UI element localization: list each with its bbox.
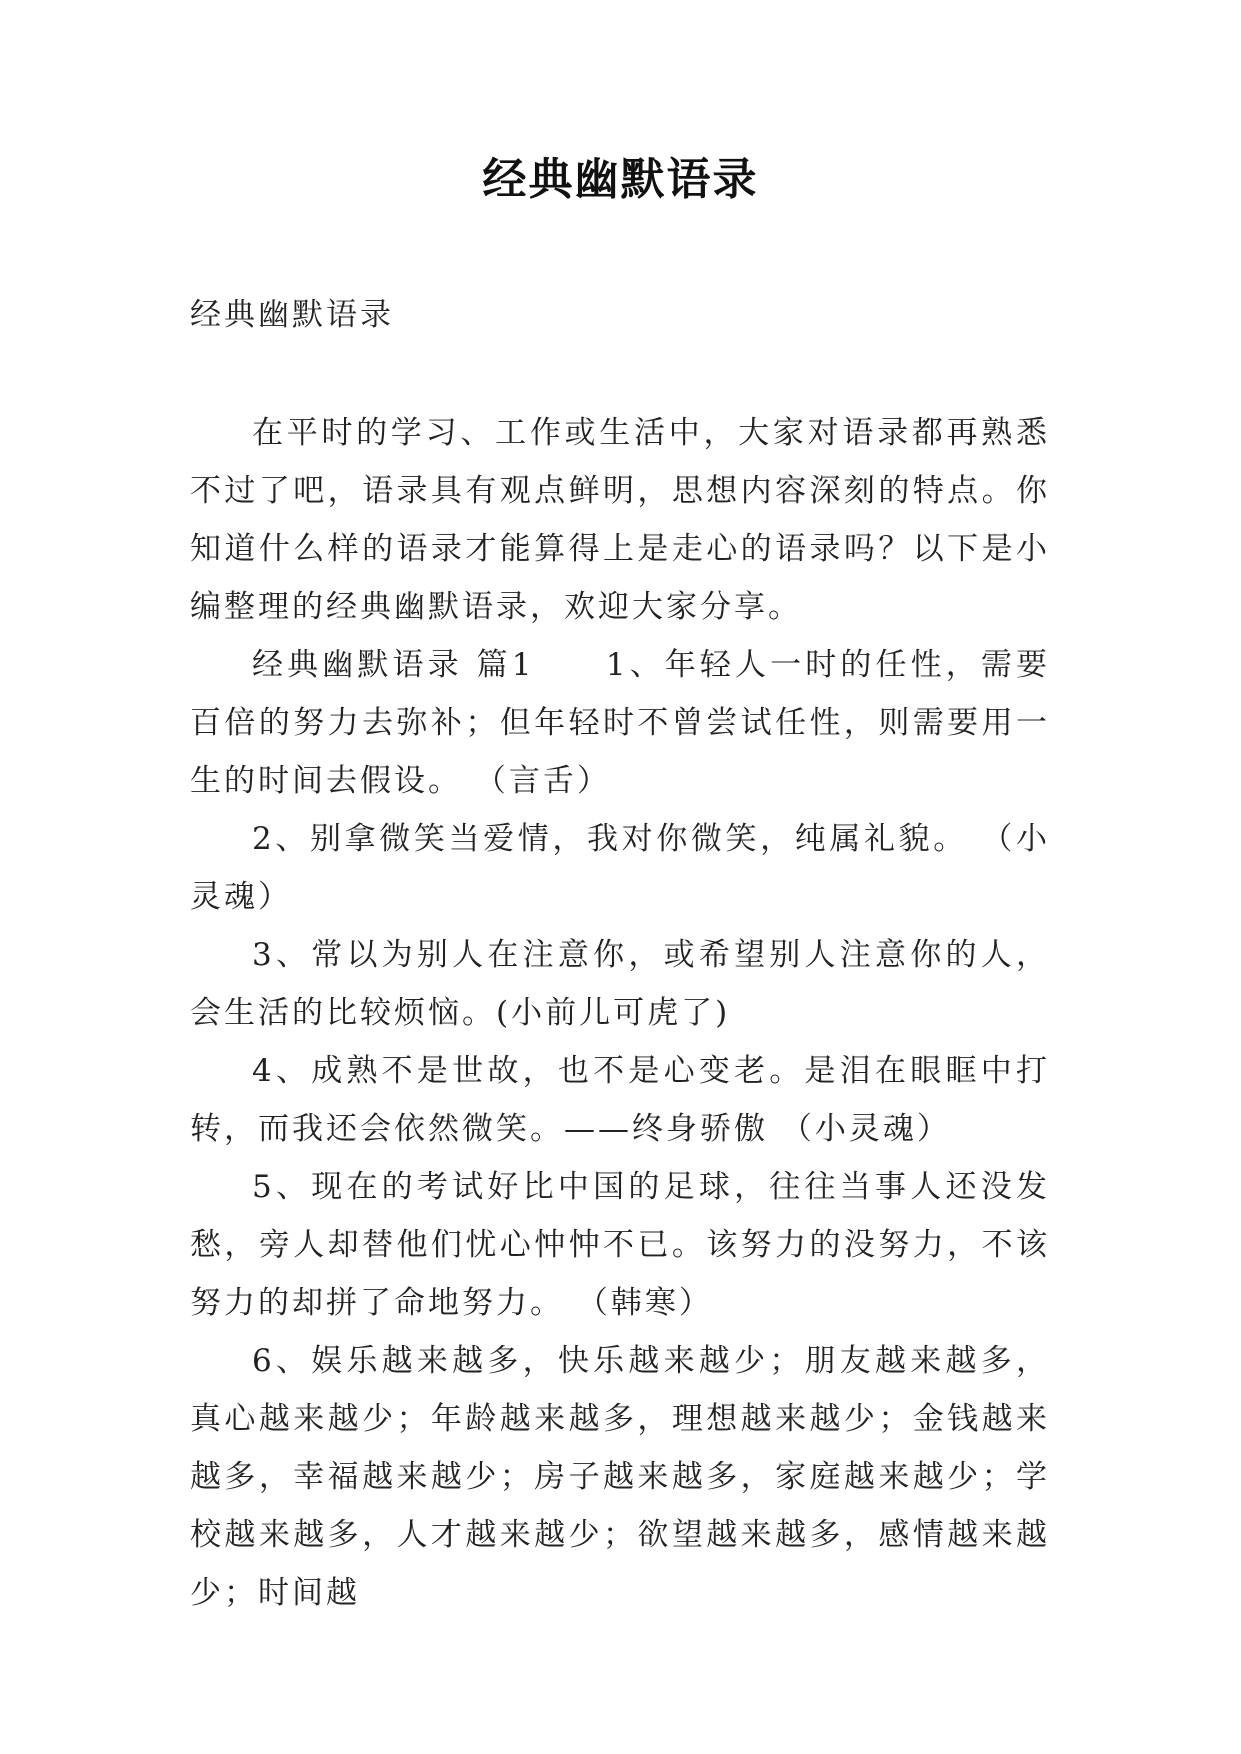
paragraph-quote-4: 4、成熟不是世故，也不是心变老。是泪在眼眶中打转，而我还会依然微笑。——终身骄傲 （小灵魂） xyxy=(190,1053,1050,1147)
document-subtitle: 经典幽默语录 xyxy=(190,297,394,333)
paragraph-quote-3: 3、常以为别人在注意你，或希望别人注意你的人，会生活的比较烦恼。(小前儿可虎了) xyxy=(190,937,1050,1031)
document-body xyxy=(190,286,1050,1622)
paragraph-intro: 在平时的学习、工作或生活中，大家对语录都再熟悉不过了吧，语录具有观点鲜明，思想内容深刻的特点。你知道什么样的语录才能算得上是走心的语录吗？以下是小编整理的经典幽默语录，欢迎大家分享。 xyxy=(190,415,1050,625)
document-title: 经典幽默语录 xyxy=(482,154,759,205)
paragraph-quote-1: 经典幽默语录 篇1 1、年轻人一时的任性，需要百倍的努力去弥补；但年轻时不曾尝试任性，则需要用一生的时间去假设。 （言舌） xyxy=(190,647,1050,799)
paragraph-quote-5: 5、现在的考试好比中国的足球，往往当事人还没发愁，旁人却替他们忧心忡忡不已。该努力的没努力，不该努力的却拼了命地努力。 （韩寒） xyxy=(190,1169,1050,1321)
paragraph-quote-2: 2、别拿微笑当爱情，我对你微笑，纯属礼貌。 （小灵魂） xyxy=(190,821,1050,915)
paragraph-list xyxy=(190,404,1050,1622)
paragraph-quote-6: 6、娱乐越来越多，快乐越来越少；朋友越来越多，真心越来越少；年龄越来越多，理想越来越少；金钱越来越多，幸福越来越少；房子越来越多，家庭越来越少；学校越来越多，人才越来越少；欲望越来越多，感情越来越少；时间越 xyxy=(190,1343,1050,1611)
